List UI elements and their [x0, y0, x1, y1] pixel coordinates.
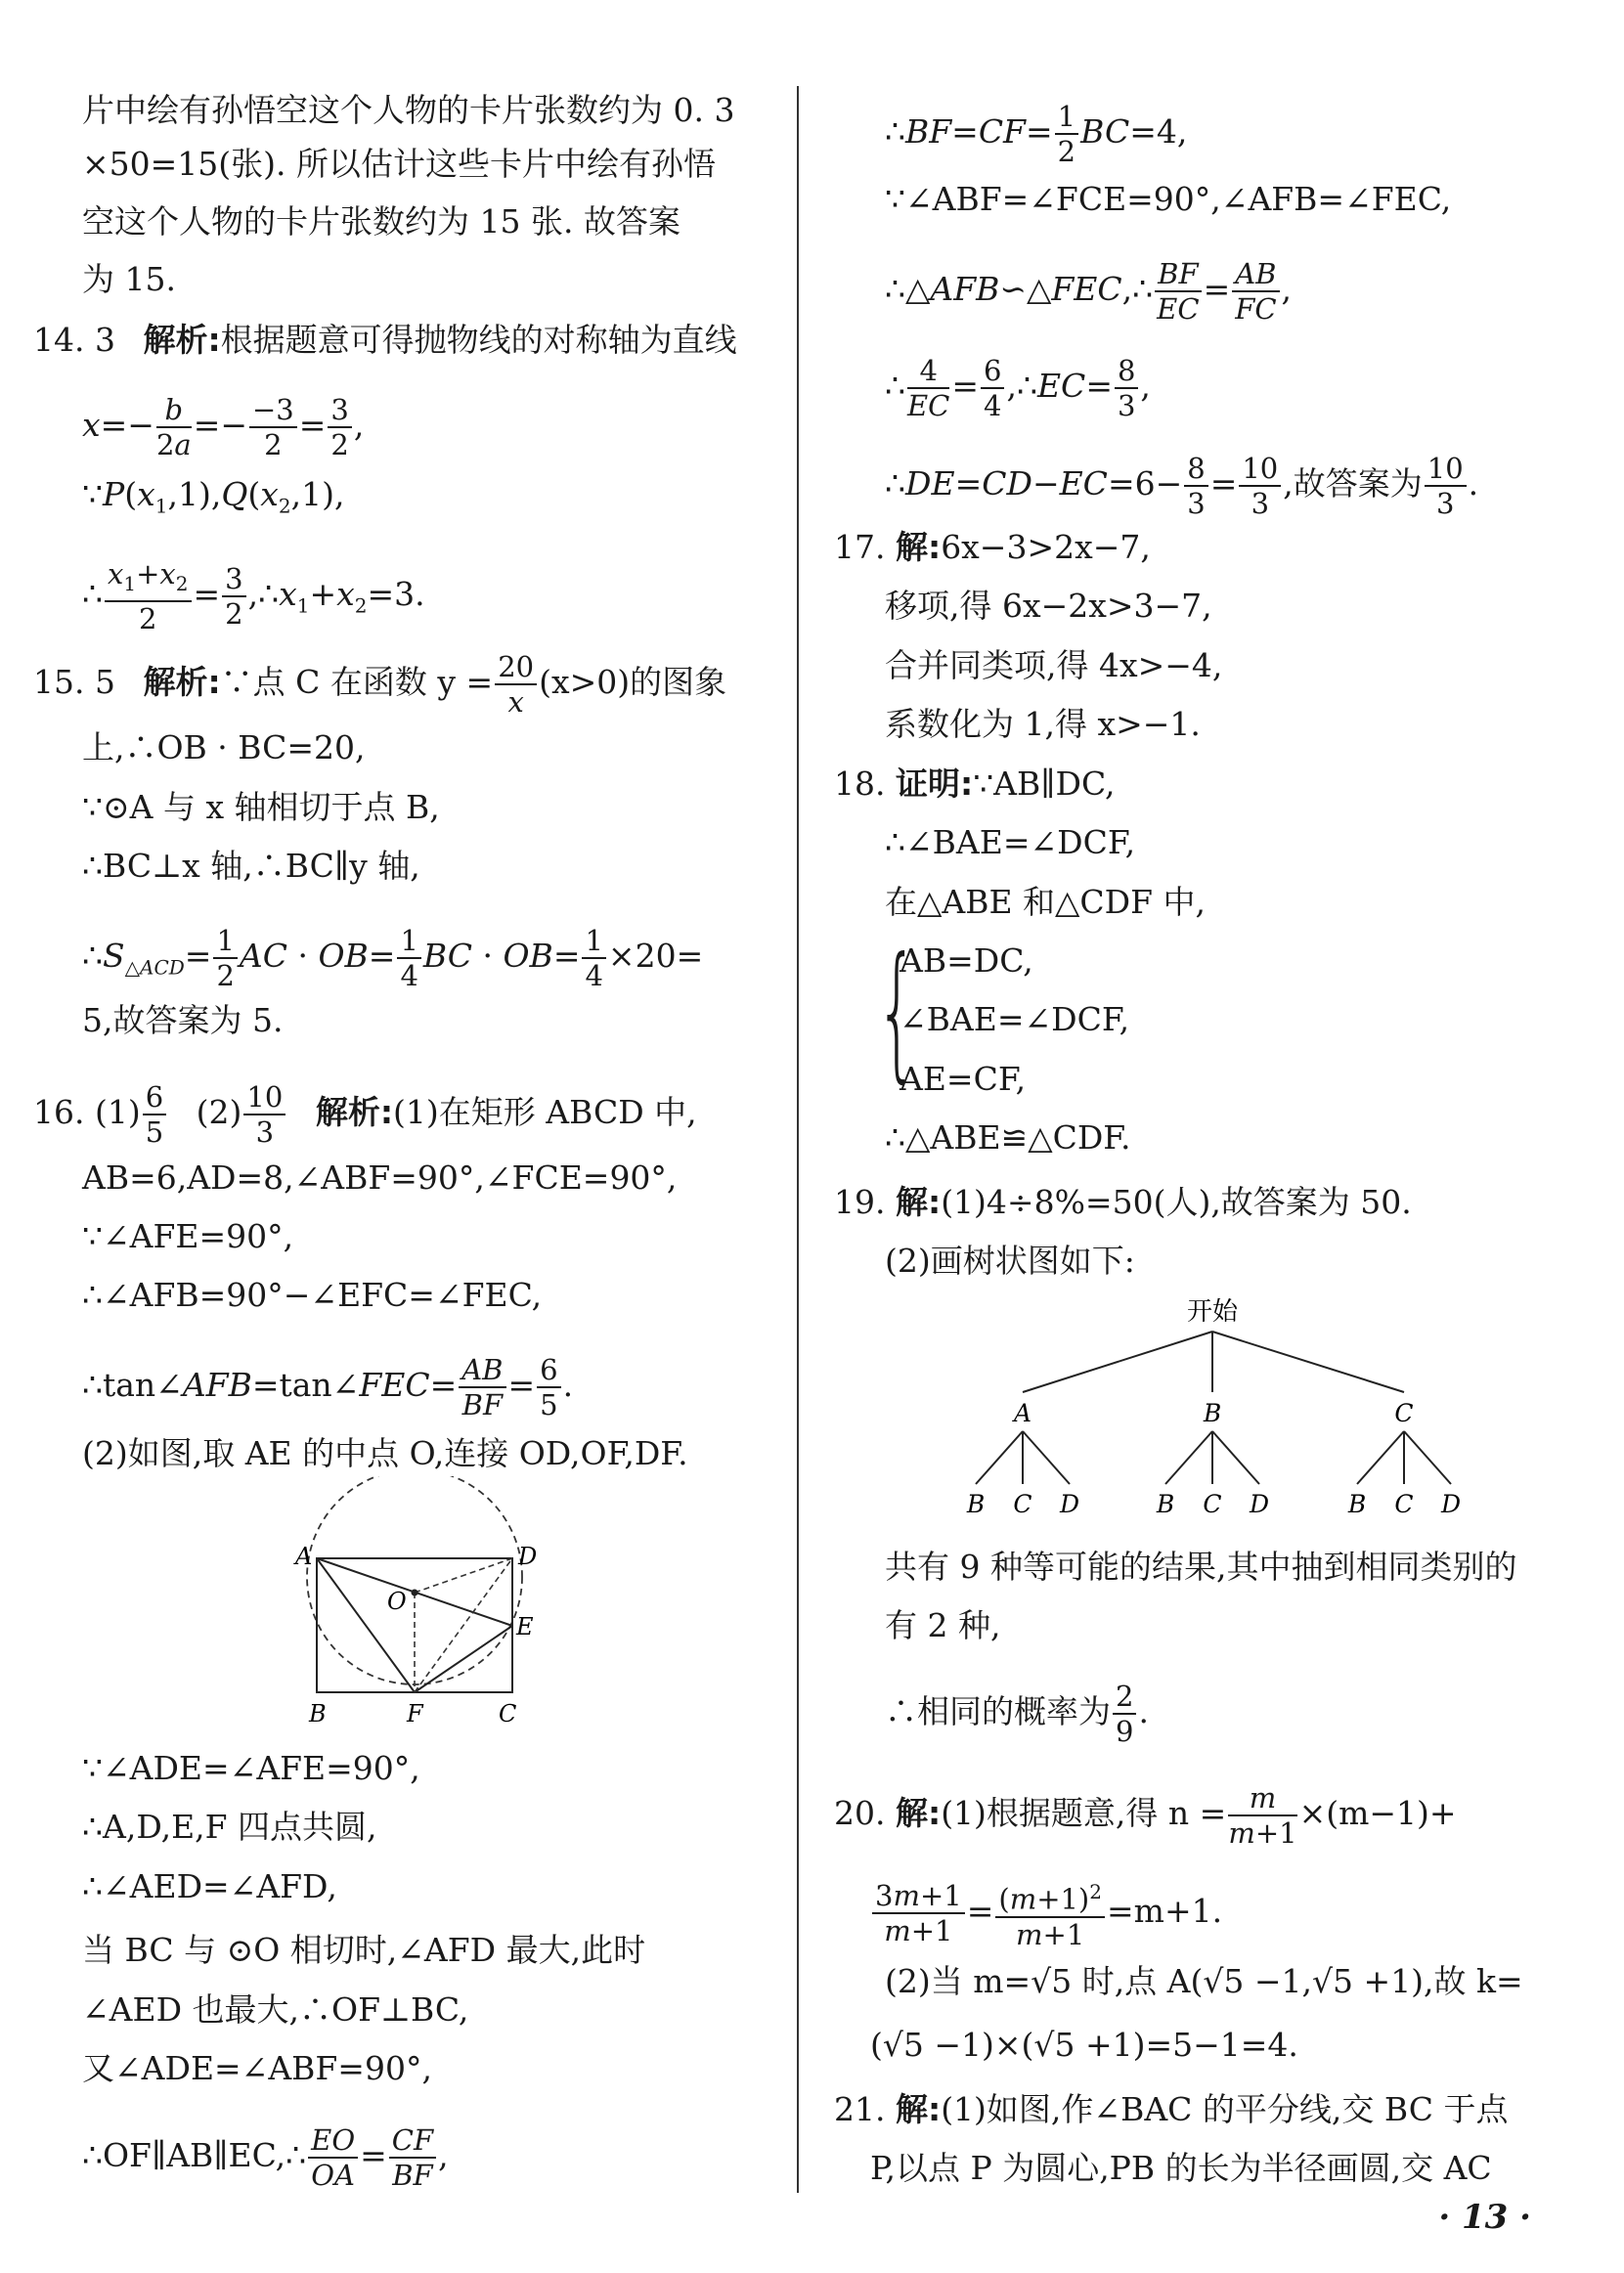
segment-od: [415, 1558, 512, 1593]
text-line: 上,∴OB · BC=20,: [82, 728, 366, 766]
text-line: ∴A,D,E,F 四点共圆,: [82, 1808, 377, 1846]
analysis-text: (x>0)的图象: [539, 663, 727, 701]
segment-af: [317, 1558, 415, 1692]
text-line: 当 BC 与 ⊙O 相切时,∠AFD 最大,此时: [82, 1931, 646, 1969]
tree-node-a: A: [1013, 1399, 1032, 1427]
question-21: [834, 2090, 1508, 2129]
formula-area: $\therefore S_{\triangle ACD}=$ $\frac{1}{2}$ AC · OB= $\frac{1}{4}$ BC · OB= $\frac{1}{4}$ ×20=: [82, 924, 704, 992]
formula-probability: ∴相同的概率为 $\frac{2}{9}$ .: [885, 1680, 1149, 1748]
formula-sum: ∴ $\frac{x_1+x_2}{2}$ = $\frac{3}{2}$ $,\therefore x_1+x_2=3$.: [82, 557, 425, 635]
text-line: ∵∠ADE=∠AFE=90°,: [82, 1749, 420, 1787]
formula-prefix: ∴相同的概率为: [885, 1692, 1111, 1730]
text-line: 在△ABE 和△CDF 中,: [885, 883, 1207, 921]
text-line: 合并同类项,得 4x>−4,: [885, 646, 1223, 684]
text-line: 为 15.: [82, 260, 176, 298]
text-line: 又∠ADE=∠ABF=90°,: [82, 2049, 432, 2087]
text-line: 系数化为 1,得 x>−1.: [885, 705, 1201, 743]
question-number: 16. (1): [33, 1093, 141, 1131]
tree-leaf: D: [1059, 1490, 1080, 1518]
tree-leaf: C: [1203, 1490, 1222, 1518]
column-divider: [797, 86, 799, 2193]
formula-axis: x=− $\frac{b}{2a}$ =− $\frac{-3}{2}$ = $\frac{3}{2}$ ,: [82, 393, 365, 461]
label-b: B: [309, 1700, 327, 1727]
proof-text: ∵AB∥DC,: [973, 765, 1116, 803]
solution-label: 解:: [895, 1183, 942, 1221]
text-line: 移项,得 6x−2x>3−7,: [885, 587, 1212, 625]
question-14: [33, 321, 737, 360]
question-19: [834, 1183, 1412, 1222]
solution-text: (1)4÷8%=50(人),故答案为 50.: [941, 1183, 1412, 1221]
tree-node-c: C: [1394, 1399, 1414, 1427]
part-two: (2): [196, 1093, 242, 1131]
text-line: AB=6,AD=8,∠ABF=90°,∠FCE=90°,: [82, 1158, 678, 1197]
tree-leaf: C: [1013, 1490, 1032, 1518]
text-line: ∠BAE=∠DCF,: [900, 1000, 1130, 1038]
tree-leaf: C: [1394, 1490, 1414, 1518]
solution-text: (1)如图,作∠BAC 的平分线,交 BC 于点: [941, 2090, 1509, 2128]
analysis-label: 解析:: [143, 321, 221, 359]
text-line: ∠AED 也最大,∴OF⊥BC,: [82, 1990, 469, 2029]
question-18: [834, 765, 1116, 804]
text-line: ∴∠AFB=90°−∠EFC=∠FEC,: [82, 1276, 543, 1314]
text-line: (√5 −1)×(√5 +1)=5−1=4.: [870, 2026, 1298, 2064]
text-line: AE=CF,: [900, 1060, 1027, 1098]
analysis-label: 解析:: [143, 663, 221, 701]
text-line: ×50=15(张). 所以估计这些卡片中绘有孙悟: [82, 145, 717, 183]
point-o: [412, 1590, 418, 1596]
analysis-label: 解析:: [315, 1093, 394, 1131]
label-d: D: [518, 1543, 538, 1570]
question-number: 15. 5: [33, 663, 115, 701]
text-line: 片中绘有孙悟空这个人物的卡片张数约为 0. 3: [82, 91, 735, 129]
text-line: (2)当 m=√5 时,点 A(√5 −1,√5 +1),故 k=: [885, 1962, 1523, 2000]
formula-suffix: =m+1.: [1107, 1891, 1223, 1930]
text-line: ∵∠AFE=90°,: [82, 1217, 294, 1255]
solution-text: (1)根据题意,得 n =: [941, 1794, 1227, 1832]
label-c: C: [499, 1700, 517, 1727]
analysis-text: (1)在矩形 ABCD 中,: [393, 1093, 697, 1131]
label-a: A: [295, 1543, 313, 1570]
text-line: P,以点 P 为圆心,PB 的长为半径画圆,交 AC: [870, 2149, 1492, 2187]
text-line: 空这个人物的卡片张数约为 15 张. 故答案: [82, 202, 680, 240]
question-number: 17.: [834, 528, 886, 566]
text-line: ∵⊙A 与 x 轴相切于点 B,: [82, 788, 440, 826]
analysis-text: ∵点 C 在函数 y =: [220, 663, 494, 701]
text-line: ∴∠BAE=∠DCF,: [885, 823, 1136, 861]
formula-bf: ∴BF=CF= $\frac{1}{2}$ BC=4,: [885, 100, 1188, 168]
text-line: ∵∠ABF=∠FCE=90°,∠AFB=∠FEC,: [885, 180, 1452, 218]
text-line: ∴∠AED=∠AFD,: [82, 1867, 337, 1905]
question-number: 20.: [834, 1794, 886, 1832]
proof-label: 证明:: [895, 765, 974, 803]
text-line: 有 2 种,: [885, 1606, 1001, 1644]
solution-label: 解:: [895, 1794, 942, 1832]
question-number: 21.: [834, 2090, 886, 2128]
analysis-text: 根据题意可得抛物线的对称轴为直线: [220, 321, 737, 359]
solution-label: 解:: [895, 2090, 942, 2128]
tree-leaf: D: [1440, 1490, 1462, 1518]
text-line: AB=DC,: [900, 941, 1033, 980]
text-line: 共有 9 种等可能的结果,其中抽到相同类别的: [885, 1548, 1517, 1586]
text-line: (2)画树状图如下:: [885, 1242, 1135, 1280]
formula-n: $\frac{3m+1}{m+1}$ = $\frac{(m+1)^2}{m+1}$ =m+1.: [870, 1875, 1222, 1951]
label-e: E: [516, 1613, 534, 1640]
question-number: 14. 3: [33, 321, 115, 359]
solution-text: 6x−3>2x−7,: [941, 528, 1151, 566]
tree-root: 开始: [1186, 1297, 1239, 1327]
question-number: 18.: [834, 765, 886, 803]
text-line: ∴BC⊥x 轴,∴BC∥y 轴,: [82, 847, 420, 885]
solution-label: 解:: [895, 528, 942, 566]
formula-de: ∴DE=CD−EC=6− $\frac{8}{3}$ = $\frac{10}{3}$ ,故答案为 $\frac{10}{3}$ .: [885, 452, 1479, 520]
label-f: F: [407, 1700, 423, 1727]
label-o: O: [387, 1588, 407, 1615]
text-line: ∴△ABE≌△CDF.: [885, 1118, 1131, 1157]
formula-similar: ∴△AFB∽△FEC,∴ $\frac{BF}{EC}$ = $\frac{AB}{FC}$ ,: [885, 257, 1292, 326]
geometry-figure: [293, 1476, 548, 1730]
text-line: (2)如图,取 AE 的中点 O,连接 OD,OF,DF.: [82, 1434, 688, 1472]
page-number: · 13 ·: [1438, 2198, 1531, 2237]
tree-leaf: B: [1347, 1490, 1367, 1518]
question-15: 15. 5 解析:∵点 C 在函数 y = $\frac{20}{x}$ (x>0)的图象: [33, 650, 727, 719]
segment-fe: [415, 1626, 512, 1692]
question-16: 16. (1) $\frac{6}{5}$ (2) $\frac{10}{3}$ 解析:(1)在矩形 ABCD 中,: [33, 1080, 697, 1149]
formula-prefix: ∴OF∥AB∥EC,∴: [82, 2136, 307, 2174]
question-number: 19.: [834, 1183, 886, 1221]
question-20: 20. 解:(1)根据题意,得 n = $\frac{m}{m+1}$ ×(m−1)+: [834, 1781, 1457, 1850]
formula-ec: ∴ $\frac{4}{EC}$ = $\frac{6}{4}$ ,∴EC= $\frac{8}{3}$ ,: [885, 354, 1151, 422]
tree-leaf: B: [966, 1490, 986, 1518]
formula-tan: ∴tan∠AFB=tan∠FEC= $\frac{AB}{BF}$ = $\frac{6}{5}$ .: [82, 1353, 574, 1421]
formula-pq: $\because P(x_1,1),Q(x_2,1)$,: [82, 475, 345, 518]
solution-text: ×(m−1)+: [1298, 1794, 1457, 1832]
tree-diagram: [939, 1289, 1486, 1523]
question-17: [834, 528, 1151, 567]
tree-leaf: D: [1249, 1490, 1270, 1518]
formula-ratio: ∴OF∥AB∥EC,∴ $\frac{EO}{OA}$ = $\frac{CF}{BF}$ ,: [82, 2123, 449, 2192]
left-brace: {: [876, 927, 918, 1097]
text-line: 5,故答案为 5.: [82, 1001, 284, 1039]
tree-leaf: B: [1156, 1490, 1175, 1518]
tree-node-b: B: [1203, 1399, 1222, 1427]
